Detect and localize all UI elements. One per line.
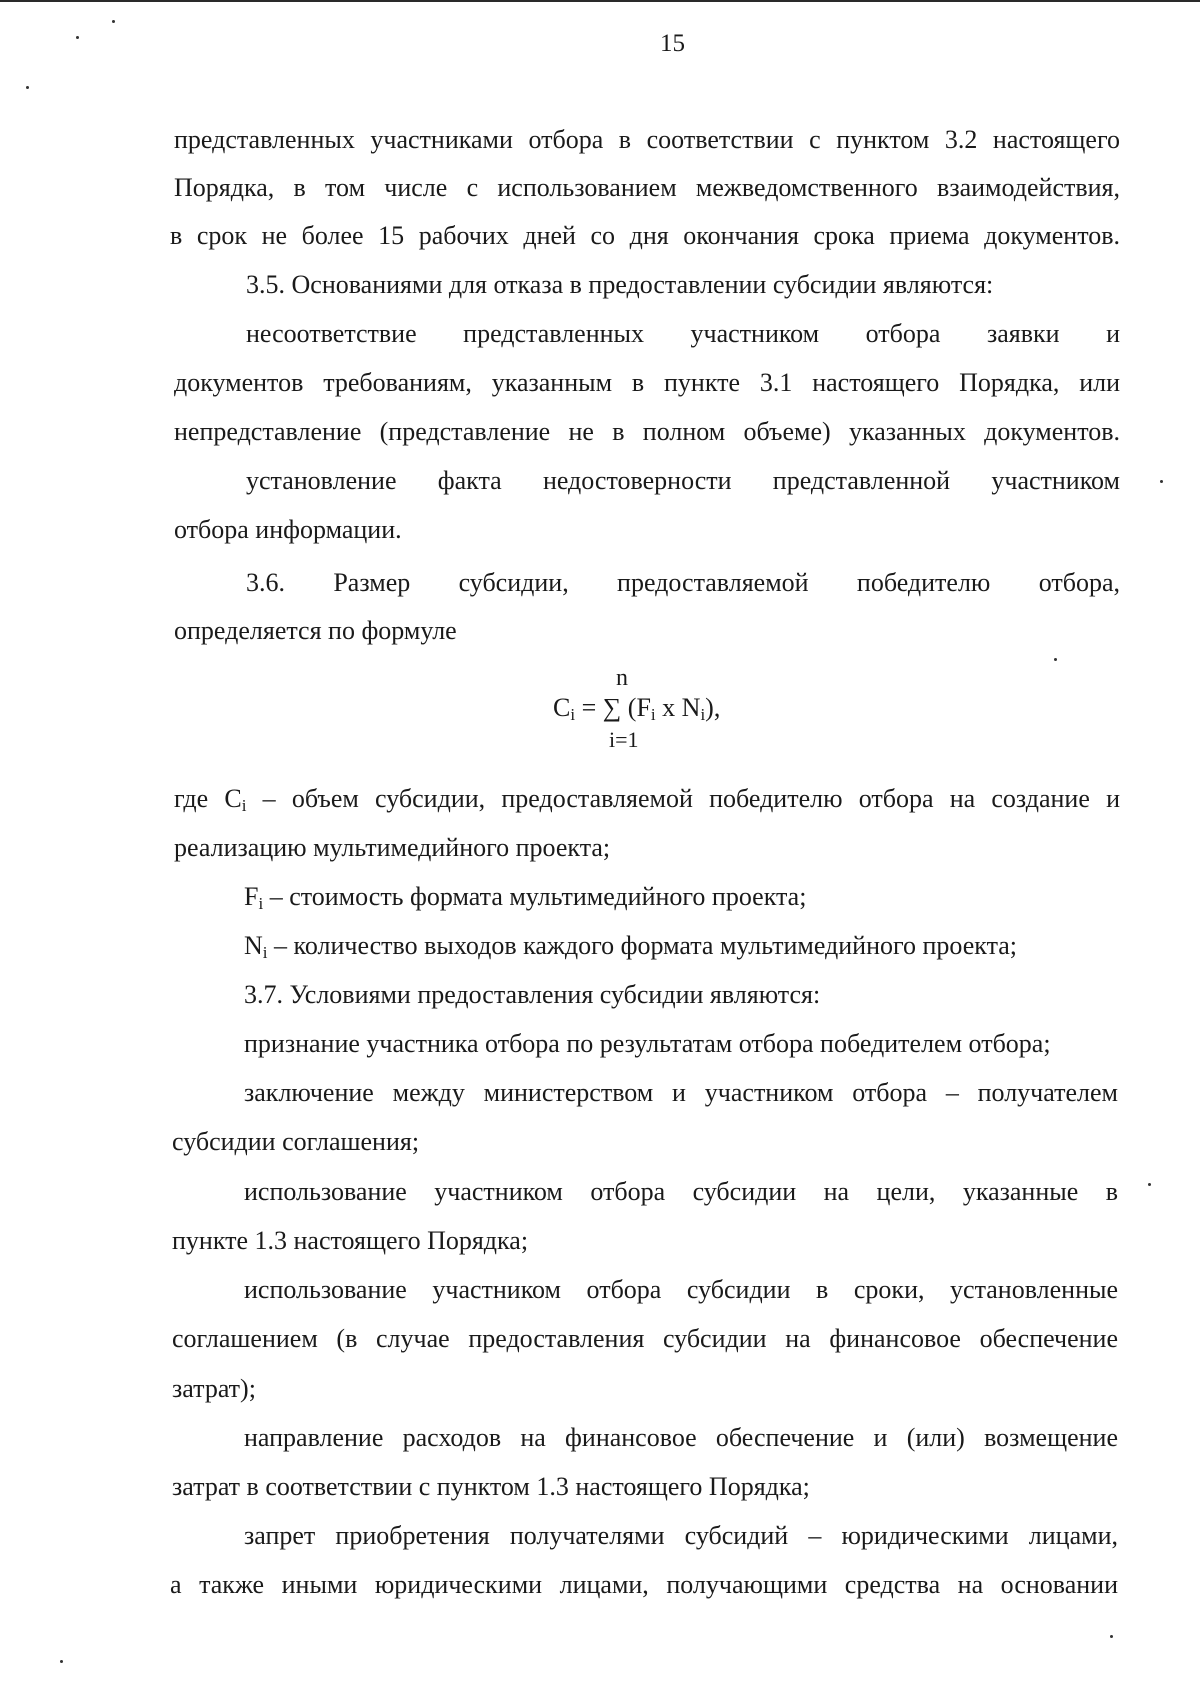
definition-c: где $C_i$ – объем субсидии, предоставляемой победителю отбора на создание и	[174, 784, 1120, 815]
text-line: 3.7. Условиями предоставления субсидии являются:	[244, 980, 821, 1009]
text-line: 3.6. Размер субсидии, предоставляемой победителю отбора,	[246, 568, 1120, 597]
top-edge-line	[0, 0, 1200, 2]
text-line: в срок не более 15 рабочих дней со дня окончания срока приема документов.	[170, 221, 1120, 250]
text-line: затрат);	[172, 1374, 256, 1403]
scan-speck	[1110, 1635, 1113, 1638]
sum-upper-limit: n	[616, 665, 628, 691]
formula-expression: $C_i$ = ∑ ($F_i$ x $N_i$),	[553, 693, 721, 724]
text-line: 3.5. Основаниями для отказа в предоставлении субсидии являются:	[246, 270, 994, 299]
text-line: установление факта недостоверности представленной участником	[246, 466, 1120, 495]
text-line: субсидии соглашения;	[172, 1127, 420, 1156]
text-line: отбора информации.	[174, 515, 402, 544]
text-line: представленных участниками отбора в соответствии с пунктом 3.2 настоящего	[174, 125, 1120, 154]
page-number: 15	[660, 30, 685, 57]
text-line: несоответствие представленных участником отбора заявки и	[246, 319, 1120, 348]
text-line: непредставление (представление не в полном объеме) указанных документов.	[174, 417, 1120, 446]
scan-speck	[1054, 658, 1057, 661]
scan-speck	[26, 86, 29, 89]
definition-f: $F_i$ – стоимость формата мультимедийного проекта;	[244, 882, 807, 913]
scan-speck	[1148, 1183, 1151, 1186]
scan-speck	[76, 36, 79, 39]
scan-speck	[1160, 480, 1163, 483]
text-line: документов требованиям, указанным в пункте 3.1 настоящего Порядка, или	[174, 368, 1120, 397]
definition-n: $N_i$ – количество выходов каждого формата мультимедийного проекта;	[244, 931, 1018, 962]
text-line: а также иными юридическими лицами, получающими средства на основании	[170, 1570, 1118, 1599]
sigma-symbol: ∑	[602, 693, 622, 722]
text-line: соглашением (в случае предоставления субсидии на финансовое обеспечение	[172, 1324, 1118, 1353]
text-line: использование участником отбора субсидии на цели, указанные в	[244, 1177, 1118, 1206]
scan-speck	[60, 1660, 63, 1663]
text-line: признание участника отбора по результатам отбора победителем отбора;	[244, 1029, 1051, 1058]
scan-speck	[112, 20, 115, 23]
text-line: Порядка, в том числе с использованием межведомственного взаимодействия,	[174, 173, 1120, 202]
text-line: реализацию мультимедийного проекта;	[174, 833, 611, 862]
text-line: затрат в соответствии с пунктом 1.3 настоящего Порядка;	[172, 1472, 810, 1501]
text-line: заключение между министерством и участником отбора – получателем	[244, 1078, 1118, 1107]
subsidy-formula	[553, 665, 793, 755]
text-line: направление расходов на финансовое обеспечение и (или) возмещение	[244, 1423, 1118, 1452]
text-line: запрет приобретения получателями субсидий – юридическими лицами,	[244, 1521, 1118, 1550]
text-line: определяется по формуле	[174, 616, 457, 645]
text-line: использование участником отбора субсидии в сроки, установленные	[244, 1275, 1118, 1304]
sum-lower-limit: i=1	[609, 727, 639, 752]
text-line: пункте 1.3 настоящего Порядка;	[172, 1226, 529, 1255]
